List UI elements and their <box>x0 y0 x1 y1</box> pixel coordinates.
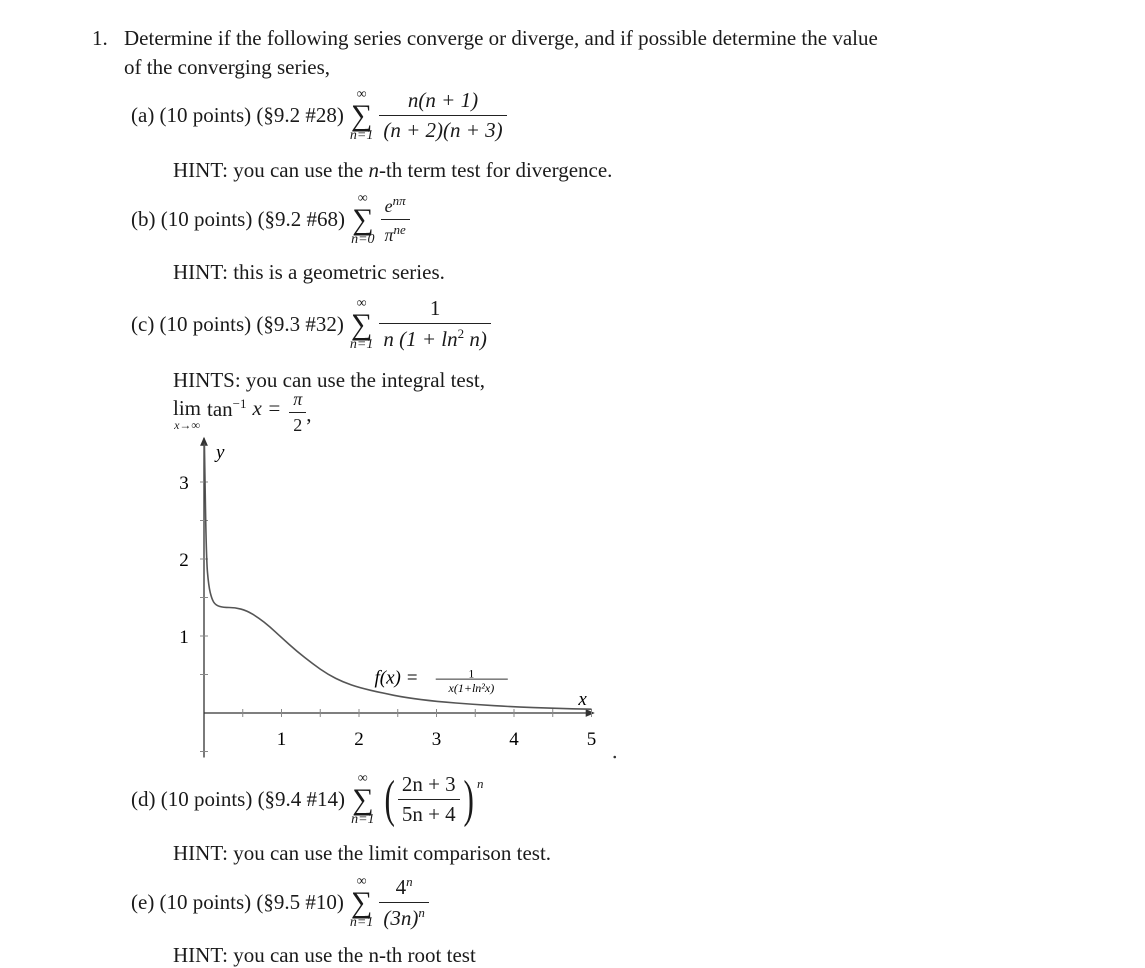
sum-upper: ∞ <box>357 771 368 786</box>
part-d-label: (d) (10 points) (§9.4 #14) <box>131 787 346 811</box>
lim-var: x = <box>252 396 282 420</box>
part-d: (d) (10 points) (§9.4 #14) ∞ ∑ n=1 ( $\frac{2n + 3}{5n + 4}$ ) n <box>131 771 484 828</box>
lim: lim <box>173 396 202 420</box>
summation: ∞ ∑ n=1 <box>351 771 375 827</box>
pi-over-2: $\frac{\pi}{2}$ <box>289 389 306 436</box>
sum-lower: n=0 <box>351 232 375 247</box>
part-c-label: (c) (10 points) (§9.3 #32) <box>131 311 344 336</box>
x-tick-label: 3 <box>431 729 442 750</box>
part-b <box>131 192 410 247</box>
problem-intro-line1: Determine if the following series converge or diverge, and if possible determine the value <box>124 26 878 50</box>
part-a-hint <box>173 158 612 183</box>
part-c <box>131 296 491 352</box>
lim-subscript: x→∞ <box>174 418 200 432</box>
y-axis-label: y <box>216 442 225 463</box>
sum-upper: ∞ <box>356 295 367 311</box>
limit-expression <box>173 389 312 436</box>
comma: , <box>306 402 312 426</box>
function-plot <box>150 436 630 766</box>
sum-lower: n=1 <box>349 336 374 352</box>
exponent: n <box>477 776 484 791</box>
sum-lower: n=1 <box>351 812 375 827</box>
function-label-numerator: 1 <box>468 666 475 681</box>
part-b-label: (b) (10 points) (§9.2 #68) <box>131 207 346 231</box>
sum-lower: n=1 <box>349 915 374 930</box>
denominator: 5n + 4 <box>398 799 460 827</box>
part-b-hint: HINT: this is a geometric series. <box>173 260 445 284</box>
x-tick-label: 1 <box>276 729 287 750</box>
arctan: $\tan^{-1}$ <box>207 395 247 421</box>
part-a <box>131 88 507 143</box>
numerator: n(n + 1) <box>407 88 479 112</box>
summation: ∞ ∑ n=1 <box>349 295 374 352</box>
denominator: $(3n)^n$ <box>379 902 429 931</box>
y-tick-label: 2 <box>179 550 189 571</box>
summation: ∞ ∑ n=0 <box>351 191 375 247</box>
y-tick-label: 1 <box>179 627 189 648</box>
x-tick-label: 4 <box>509 729 519 750</box>
fraction <box>379 296 491 352</box>
function-label: f(x) = <box>374 667 419 689</box>
part-c-hint: HINTS: you can use the integral test, <box>173 368 486 392</box>
summation: ∞ ∑ n=1 <box>349 874 374 930</box>
x-axis-label: x <box>578 689 587 710</box>
numerator: 4$^n$ <box>395 874 413 899</box>
hint-text: HINT: you can use the <box>173 158 369 182</box>
sum-upper: ∞ <box>356 87 367 102</box>
numerator: 1 <box>429 296 441 320</box>
part-d-hint: HINT: you can use the limit comparison test. <box>173 841 552 865</box>
part-e-hint: HINT: you can use the n-th root test <box>173 943 476 967</box>
numerator: $e^{n\pi}$ <box>384 193 406 216</box>
denominator: (n + 2)(n + 3) <box>379 115 506 143</box>
denominator: n $(1 + \ln^2 n)$ <box>379 323 491 352</box>
x-tick-label: 2 <box>354 729 364 750</box>
denominator: $\pi^{ne}$ <box>381 219 410 246</box>
fraction <box>398 772 460 827</box>
sum-upper: ∞ <box>357 191 368 206</box>
x-tick-label: 5 <box>586 729 597 750</box>
fraction <box>381 193 410 246</box>
fraction <box>379 88 506 143</box>
sum-lower: n=1 <box>349 128 374 143</box>
sum-upper: ∞ <box>356 874 367 889</box>
hint-var: n <box>368 158 379 182</box>
part-e <box>131 874 429 931</box>
function-label-denominator: x(1+ln²x) <box>448 681 495 696</box>
y-tick-label: 3 <box>179 473 189 494</box>
summation: ∞ ∑ n=1 <box>349 87 374 143</box>
hint-text-end: -th term test for divergence. <box>378 158 613 182</box>
problem-number: 1. <box>92 26 108 50</box>
fraction <box>379 874 429 931</box>
period-mark <box>613 756 616 759</box>
numerator: 2n + 3 <box>401 772 456 796</box>
part-e-label: (e) (10 points) (§9.5 #10) <box>131 890 344 914</box>
problem-intro-line2: of the converging series, <box>124 55 331 79</box>
part-a-label: (a) (10 points) (§9.2 #28) <box>131 103 344 127</box>
